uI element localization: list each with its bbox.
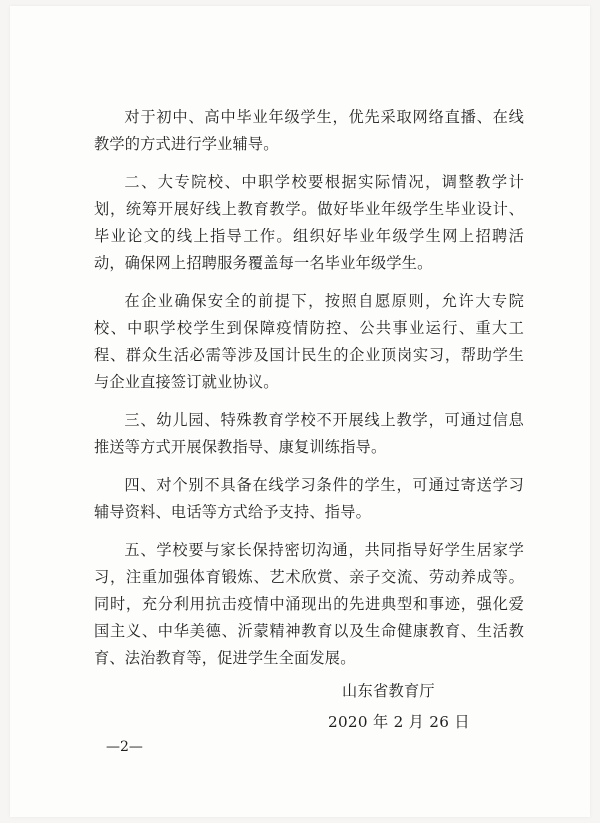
signature-organization: 山东省教育厅 — [342, 682, 435, 700]
signature-date: 2020 年 2 月 26 日 — [328, 713, 470, 731]
paragraph-internship: 在企业确保安全的前提下，按照自愿原则，允许大专院校、中职学校学生到保障疫情防控、公共事业运行、重大工程、群众生活必需等涉及国计民生的企业顶岗实习，帮助学生与企业直接签订就业协议。 — [94, 292, 524, 391]
document-body — [94, 104, 524, 672]
paragraph-family: 五、学校要与家长保持密切沟通，共同指导好学生居家学习，注重加强体育锻炼、艺术欣赏、亲子交流、劳动养成等。同时，充分利用抗击疫情中涌现出的先进典型和事迹，强化爱国主义、中华美德、沂蒙精神教育以及生命健康教育、生活教育、法治教育等，促进学生全面发展。 — [94, 541, 524, 667]
paragraph-support: 四、对个别不具备在线学习条件的学生，可通过寄送学习辅导资料、电话等方式给予支持、指导。 — [94, 476, 524, 521]
paragraph-kindergarten: 三、幼儿园、特殊教育学校不开展线上教学，可通过信息推送等方式开展保教指导、康复训练指导。 — [94, 411, 524, 456]
paragraph-online-teaching: 对于初中、高中毕业年级学生，优先采取网络直播、在线教学的方式进行学业辅导。 — [94, 108, 524, 153]
paragraph-colleges: 二、大专院校、中职学校要根据实际情况，调整教学计划，统筹开展好线上教育教学。做好毕业年级学生毕业设计、毕业论文的线上指导工作。组织好毕业年级学生网上招聘活动，确保网上招聘服务覆盖每一名毕业年级学生。 — [94, 173, 524, 272]
page-number: —2— — [106, 739, 143, 755]
document-page — [10, 6, 590, 817]
